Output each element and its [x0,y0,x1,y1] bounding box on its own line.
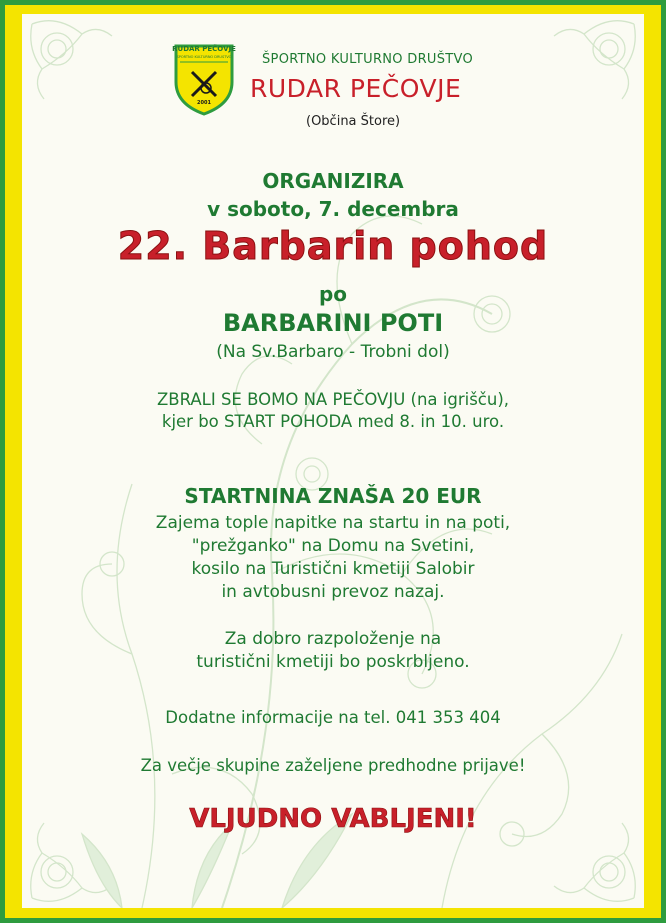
poster-paper [22,14,644,908]
includes-line-2: "prežganko" na Domu na Svetini, [191,536,475,556]
org-name: RUDAR PEČOVJE [250,74,462,103]
includes-line-4: in avtobusni prevoz nazaj. [221,582,445,602]
logo-year: 2001 [197,100,211,106]
org-municipality: (Občina Štore) [306,114,401,129]
corner-ornament-top-left-icon [31,21,112,99]
route-name: BARBARINI POTI [222,309,444,337]
logo-subtitle: ŠPORTNO KULTURNO DRUŠTVO [176,55,232,59]
meeting-line-1: ZBRALI SE BOMO NA PEČOVJU (na igrišču), [156,390,510,409]
event-date: v soboto, 7. decembra [207,197,459,221]
org-type: ŠPORTNO KULTURNO DRUŠTVO [262,52,474,67]
corner-ornament-top-right-icon [554,21,635,99]
route-subtitle: (Na Sv.Barbaro - Trobni dol) [216,342,450,362]
mood-line-1: Za dobro razpoloženje na [224,629,442,649]
includes-line-3: kosilo na Turistični kmetiji Salobir [191,559,475,579]
invitation: VLJUDNO VABLJENI! [189,804,477,834]
includes-line-1: Zajema tople napitke na startu in na poti, [155,513,511,533]
meeting-line-2: kjer bo START POHODA med 8. in 10. uro. [161,412,505,431]
event-title: 22. Barbarin pohod [117,224,549,268]
route-po: po [318,282,348,306]
contact-info: Dodatne informacije na tel. 041 353 404 [165,708,501,727]
organizira-heading: ORGANIZIRA [262,169,404,193]
group-notice: Za večje skupine zaželjene predhodne prijave! [140,756,526,775]
corner-ornament-bottom-right-icon [554,823,635,901]
fee-heading: STARTNINA ZNAŠA 20 EUR [184,484,482,508]
logo-title: RUDAR PEČOVJE [172,45,236,53]
mood-line-2: turistični kmetiji bo poskrbljeno. [196,652,470,672]
